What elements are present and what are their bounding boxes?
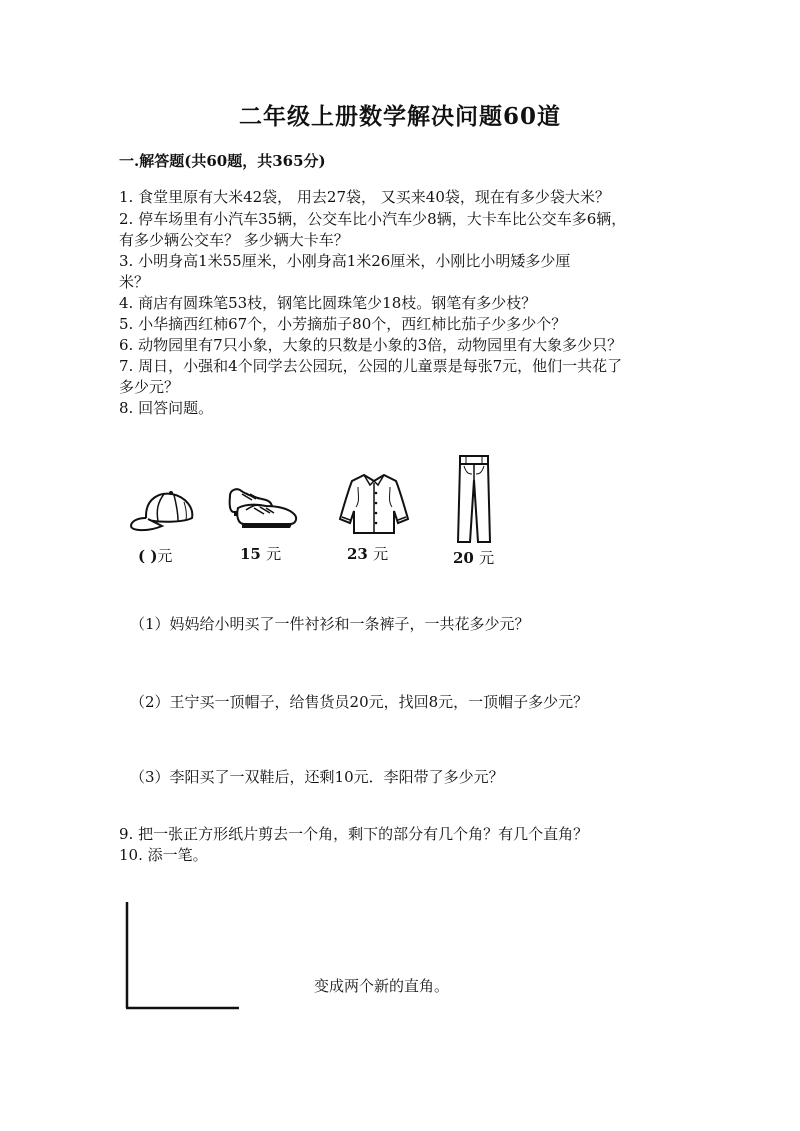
angle-note: 变成两个新的直角。: [314, 977, 450, 995]
shirt-unit: 元: [373, 545, 389, 563]
pants-amount: 20: [453, 549, 474, 567]
question-4: 4. 商店有圆珠笔53枝，钢笔比圆珠笔少18枝。钢笔有多少枝？: [119, 294, 537, 312]
question-8: 8. 回答问题。: [119, 399, 214, 417]
question-9: 9. 把一张正方形纸片剪去一个角，剩下的部分有几个角？有几个直角？: [119, 825, 589, 843]
pants-icon: [456, 454, 492, 544]
question-3-continued: 米？: [119, 273, 150, 291]
shoes-amount: 15: [240, 545, 261, 563]
shirt-price: [347, 543, 388, 564]
cap-price: [138, 545, 172, 566]
subquestion-2: （2）王宁买一顶帽子，给售货员20元，找回8元，一顶帽子多少元？: [130, 693, 589, 711]
pants-price: [453, 547, 494, 568]
subquestion-3: （3）李阳买了一双鞋后，还剩10元．李阳带了多少元？: [130, 768, 504, 786]
cap-amount: ( ): [138, 547, 158, 565]
question-10: 10. 添一笔。: [119, 846, 208, 864]
shoes-unit: 元: [266, 545, 282, 563]
subquestion-1: （1）妈妈给小明买了一件衬衫和一条裤子，一共花多少元？: [130, 615, 530, 633]
pants-unit: 元: [479, 549, 495, 567]
question-5: 5. 小华摘西红柿67个，小芳摘茄子80个，西红柿比茄子少多少个？: [119, 315, 567, 333]
shoes-icon: [226, 486, 300, 530]
page-title: 二年级上册数学解决问题60道: [238, 103, 561, 130]
shirt-icon: [336, 471, 412, 535]
question-6: 6. 动物园里有7只小象，大象的只数是小象的3倍，动物园里有大象多少只？: [119, 336, 623, 354]
question-7: 7. 周日，小强和4个同学去公园玩，公园的儿童票是每张7元，他们一共花了: [119, 357, 623, 375]
cap-icon: [128, 488, 198, 536]
shirt-amount: 23: [347, 545, 368, 563]
right-angle-figure: [124, 902, 244, 1012]
section-heading: 一.解答题(共60题，共365分): [119, 152, 326, 170]
question-2-continued: 有多少辆公交车？ 多少辆大卡车？: [119, 231, 349, 249]
cap-unit: 元: [157, 547, 173, 565]
question-2: 2. 停车场里有小汽车35辆，公交车比小汽车少8辆，大卡车比公交车多6辆，: [119, 210, 627, 228]
shoes-price: [240, 543, 281, 564]
question-3: 3. 小明身高1米55厘米，小刚身高1米26厘米，小刚比小明矮多少厘: [119, 252, 571, 270]
question-1: 1. 食堂里原有大米42袋， 用去27袋， 又买来40袋，现在有多少袋大米？: [119, 188, 610, 206]
question-7-continued: 多少元？: [119, 378, 180, 396]
